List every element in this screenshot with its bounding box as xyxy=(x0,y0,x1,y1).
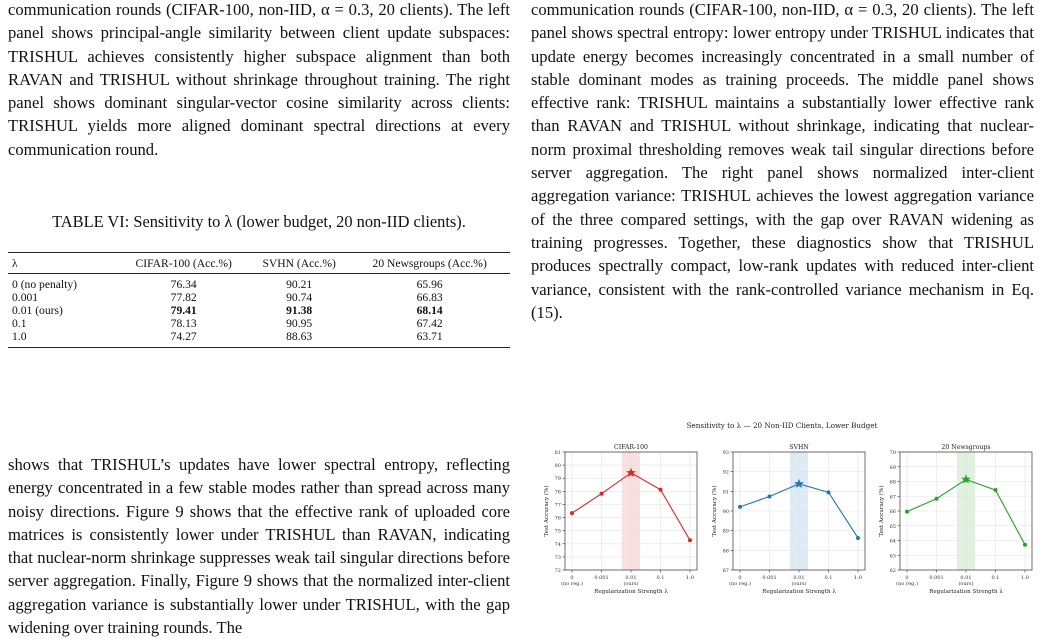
y-tick-label: 70 xyxy=(889,450,896,456)
table-cell: 78.13 xyxy=(170,317,197,330)
table-header-newsgroups: 20 Newsgroups (Acc.%) xyxy=(349,253,510,274)
table-header-cifar: CIFAR-100 (Acc.%) xyxy=(118,253,249,274)
y-tick-label: 75 xyxy=(554,528,561,535)
table-cell: 77.82 xyxy=(170,291,197,304)
x-tick-label: 0.01 xyxy=(960,575,972,581)
sensitivity-chart xyxy=(523,416,1042,606)
x-tick-label: 0 xyxy=(570,575,574,581)
x-tick-label: 0 xyxy=(738,575,742,581)
y-tick-label: 73 xyxy=(554,554,561,561)
table-cell: 0.01 (ours) xyxy=(12,304,63,317)
table-header-lambda: λ xyxy=(8,253,118,274)
table-header-row xyxy=(8,253,510,274)
sensitivity-table xyxy=(8,252,510,348)
y-tick-label: 72 xyxy=(554,568,561,574)
left-column-lower xyxy=(8,453,510,639)
table-cell: 0.001 xyxy=(12,291,39,304)
table-row-ours xyxy=(8,304,510,317)
y-tick-label: 79 xyxy=(554,476,561,483)
x-tick-sublabel: (ours) xyxy=(791,581,807,587)
table-cell-best: 68.14 xyxy=(416,304,443,317)
data-point xyxy=(905,510,909,514)
table-header-svhn: SVHN (Acc.%) xyxy=(249,253,349,274)
right-column xyxy=(531,0,1034,324)
table-row xyxy=(8,317,510,330)
table-cell: 0.1 xyxy=(12,317,27,330)
figure-suptitle: Sensitivity to λ — 20 Non-IID Clients, Lower Budget xyxy=(686,421,878,430)
y-tick-label: 64 xyxy=(889,538,896,545)
table-cell: 66.83 xyxy=(416,291,443,304)
x-tick-label: 0.001 xyxy=(762,575,777,581)
table-cell: 65.96 xyxy=(416,278,443,291)
y-axis-label: Test Accuracy (%) xyxy=(879,485,885,537)
x-tick-label: 1.0 xyxy=(686,575,694,581)
y-tick-label: 66 xyxy=(889,509,896,515)
y-tick-label: 76 xyxy=(554,515,561,522)
table-cell: 67.42 xyxy=(416,317,443,330)
x-tick-label: 0.1 xyxy=(991,575,1000,581)
data-point xyxy=(659,488,663,492)
table-cell-best: 79.41 xyxy=(170,304,197,317)
data-point xyxy=(570,511,574,515)
data-point xyxy=(856,536,860,540)
data-point xyxy=(768,494,772,498)
y-tick-label: 89 xyxy=(722,528,729,535)
y-tick-label: 77 xyxy=(554,502,561,509)
table-row xyxy=(8,291,510,304)
y-axis-label: Test Accuracy (%) xyxy=(712,485,718,537)
right-paragraph: communication rounds (CIFAR-100, non-IID, α = 0.3, 20 clients). The left panel shows spectral entropy: lower entropy under TRISHUL indicates that update energy becomes increasingly concentrated in a small number of stable dominant modes as training proceeds. The middle panel shows effective rank: TRISHUL maintains a substantially lower effective rank than RAVAN and TRISHUL without shrinkage, indicating that nuclear-norm proximal thresholding removes weak tail singular directions before server aggregation. The right panel shows normalized inter-client aggregation variance: TRISHUL achieves the lowest aggregation variance of the three compared settings, with the gap over RAVAN widening as training progresses. Together, these diagnostics show that TRISHUL produces spectrally compact, low-rank updates with reduced inter-client variance, consistent with the rank-controlled variance mechanism in Eq. (15). xyxy=(531,0,1034,322)
y-tick-label: 67 xyxy=(889,494,896,501)
left-column xyxy=(8,0,510,161)
y-tick-label: 87 xyxy=(722,568,729,574)
x-tick-label: 0 xyxy=(905,575,909,581)
table-caption: TABLE VI: Sensitivity to λ (lower budget, 20 non-IID clients). xyxy=(52,212,466,231)
x-tick-label: 0.1 xyxy=(824,575,833,581)
data-point xyxy=(1023,543,1027,547)
y-tick-label: 92 xyxy=(722,469,729,476)
panel-title: CIFAR-100 xyxy=(614,444,648,451)
table-cell: 90.74 xyxy=(286,291,313,304)
x-axis-label: Regularization Strength λ xyxy=(762,589,836,595)
panel-title: SVHN xyxy=(789,444,809,451)
table-cell: 63.71 xyxy=(349,330,510,348)
y-tick-label: 65 xyxy=(889,523,896,530)
panel-title: 20 Newsgroups xyxy=(941,444,991,451)
x-tick-label: 0.01 xyxy=(625,575,637,581)
table-cell: 90.21 xyxy=(286,278,313,291)
x-tick-label: 0.001 xyxy=(594,575,609,581)
data-point xyxy=(827,490,831,494)
x-tick-sublabel: (no reg.) xyxy=(896,581,918,587)
y-tick-label: 69 xyxy=(889,464,896,471)
x-axis-label: Regularization Strength λ xyxy=(929,589,1003,595)
x-tick-sublabel: (ours) xyxy=(623,581,639,587)
y-tick-label: 91 xyxy=(722,489,729,496)
table-row xyxy=(8,330,510,348)
y-tick-label: 90 xyxy=(722,509,729,515)
y-axis-label: Test Accuracy (%) xyxy=(544,485,550,537)
table-cell: 0 (no penalty) xyxy=(12,278,78,291)
table-cell: 76.34 xyxy=(170,278,197,291)
y-tick-label: 74 xyxy=(554,541,561,548)
y-tick-label: 88 xyxy=(722,548,729,555)
y-tick-label: 93 xyxy=(722,450,729,456)
sensitivity-figure xyxy=(523,416,1042,606)
data-point xyxy=(688,538,692,542)
y-tick-label: 81 xyxy=(554,450,561,456)
table-cell: 90.95 xyxy=(286,317,313,330)
table-cell: 1.0 xyxy=(8,330,118,348)
data-point xyxy=(994,488,998,492)
table-cell: 74.27 xyxy=(118,330,249,348)
table-cell-best: 91.38 xyxy=(286,304,313,317)
y-tick-label: 78 xyxy=(554,489,561,496)
y-tick-label: 80 xyxy=(554,463,561,470)
left-paragraph-top: communication rounds (CIFAR-100, non-IID, α = 0.3, 20 clients). The left panel shows principal-angle similarity between client update subspaces: TRISHUL achieves consistently higher subspace alignment than both RAVAN and TRISHUL without shrinkage throughout training. The right panel shows dominant singular-vector cosine similarity across clients: TRISHUL yields more aligned dominant spectral directions at every communication round. xyxy=(8,0,510,159)
y-tick-label: 68 xyxy=(889,479,896,486)
x-tick-label: 0.01 xyxy=(793,575,805,581)
x-axis-label: Regularization Strength λ xyxy=(594,589,668,595)
table-row xyxy=(8,274,510,292)
x-tick-sublabel: (no reg.) xyxy=(729,581,751,587)
data-point xyxy=(738,505,742,509)
x-tick-label: 1.0 xyxy=(854,575,862,581)
left-paragraph-bottom: shows that TRISHUL’s updates have lower spectral entropy, reflecting energy concentrated in a few stable modes rather than spread across many noisy directions. Figure 9 shows that the effective rank of uploaded core matrices is consistently lower under TRISHUL than RAVAN, indicating that nuclear-norm shrinkage suppresses weak tail singular directions before server aggregation. Finally, Figure 9 shows that the normalized inter-client aggregation variance is substantially lower under TRISHUL, with the gap widening over training rounds. The xyxy=(8,455,510,638)
x-tick-label: 1.0 xyxy=(1021,575,1029,581)
data-point xyxy=(935,497,939,501)
table-cell: 88.63 xyxy=(249,330,349,348)
x-tick-sublabel: (ours) xyxy=(958,581,974,587)
x-tick-sublabel: (no reg.) xyxy=(561,581,583,587)
y-tick-label: 62 xyxy=(889,568,896,574)
y-tick-label: 63 xyxy=(889,553,896,560)
x-tick-label: 0.001 xyxy=(929,575,944,581)
data-point xyxy=(600,492,604,496)
x-tick-label: 0.1 xyxy=(656,575,665,581)
